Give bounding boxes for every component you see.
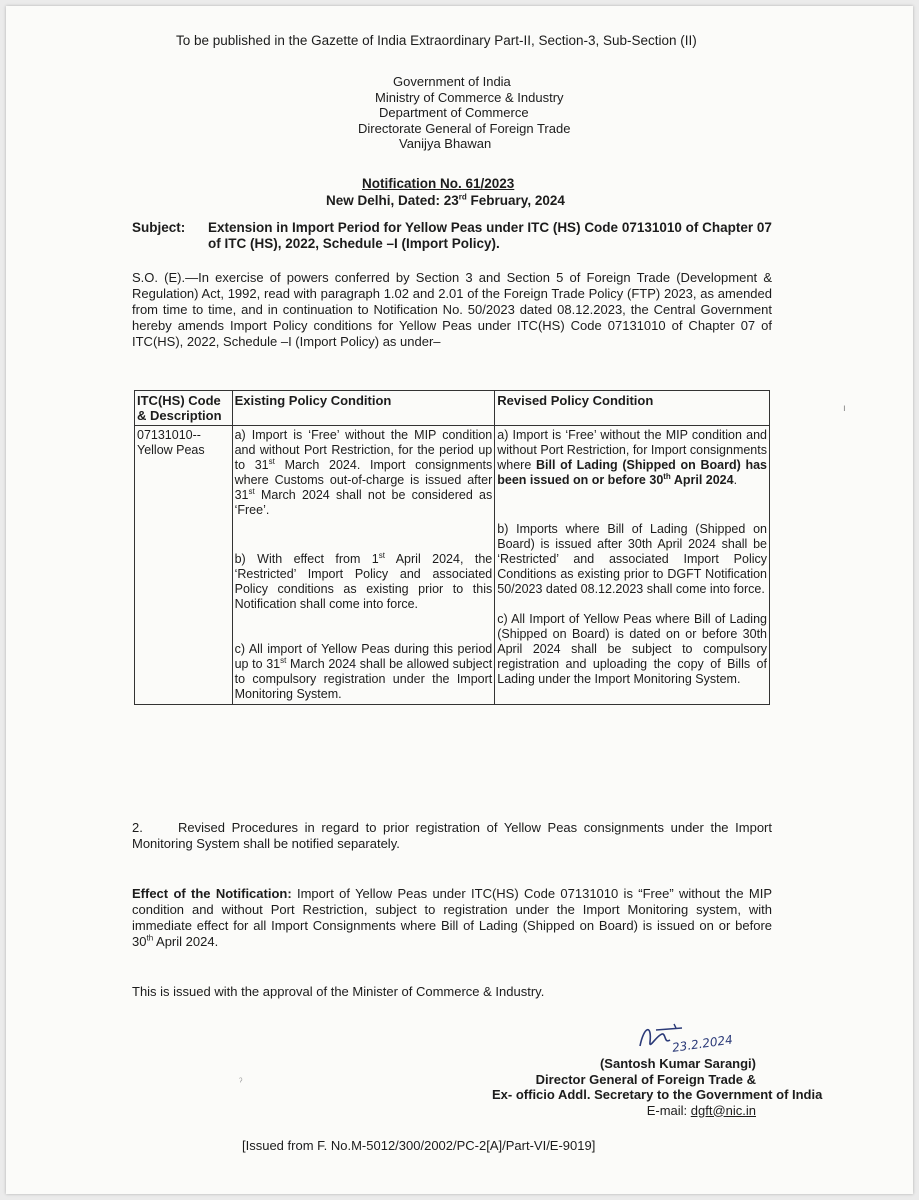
email-line: E-mail: dgft@nic.in [646, 1102, 756, 1118]
department-line: Department of Commerce [379, 105, 529, 120]
revised-condition-cell [495, 426, 770, 705]
date-prefix: New Delhi, Dated: 23 [326, 193, 459, 208]
email-link[interactable]: dgft@nic.in [690, 1102, 756, 1118]
header-existing: Existing Policy Condition [232, 391, 495, 426]
notification-date [326, 193, 565, 208]
preamble-paragraph: S.O. (E).—In exercise of powers conferred by Section 3 and Section 5 of Foreign Trade (Development & Regulation) Act, 1992, read with paragraph 1.02 and 2.01 of the Foreign Trade Policy (FTP) 2023, as amended from time to time, and in continuation to Notification No. 50/2023 dated 08.12.2023, the Central Government hereby amends Import Policy conditions for Yellow Peas under ITC(HS) Code 07131010 of Chapter 07 of ITC(HS), 2022, Schedule –I (Import Policy) as under– [132, 270, 772, 349]
date-suffix: February, 2024 [466, 193, 565, 208]
existing-clause-c: c) All import of Yellow Peas during this period up to 31st March 2024 shall be allowed subject to compulsory registration under the Import Monitoring System. [234, 642, 493, 701]
file-reference: [Issued from F. No.M-5012/300/2002/PC-2[A]/Part-VI/E-9019] [242, 1138, 596, 1153]
header-revised: Revised Policy Condition [495, 391, 770, 426]
building-line: Vanijya Bhawan [399, 136, 492, 151]
code-description-cell: 07131010-- Yellow Peas [135, 426, 233, 705]
subject-text: Extension in Import Period for Yellow Peas under ITC (HS) Code 07131010 of Chapter 07 of ITC (HS), 2022, Schedule –I (Import Policy). [208, 220, 772, 251]
signatory-block [492, 1056, 823, 1118]
gazette-line: To be published in the Gazette of India Extraordinary Part-II, Section-3, Sub-Section (II) [176, 33, 697, 48]
ministry-line: Ministry of Commerce & Industry [375, 89, 564, 105]
paragraph-2 [132, 820, 772, 852]
header-code: ITC(HS) Code & Description [135, 391, 233, 426]
paragraph-2-text: Revised Procedures in regard to prior registration of Yellow Peas consignments under the Import Monitoring System shall be notified separately. [132, 820, 772, 851]
existing-clause-b: b) With effect from 1st April 2024, the ‘Restricted’ Import Policy and associated Policy conditions as existing prior to this Notification shall come into force. [234, 550, 493, 611]
signatory-name: (Santosh Kumar Sarangi) [599, 1056, 756, 1071]
directorate-line: Directorate General of Foreign Trade [358, 120, 571, 136]
revised-clause-b: b) Imports where Bill of Lading (Shipped on Board) is issued after 30th April 2024 shall be ‘Restricted’ and associated Import Policy Conditions as existing prior to DGFT Notification 50/2023 dated 08.12.2023 shall come into force. [497, 522, 767, 596]
scan-mark: ı [843, 403, 846, 414]
policy-table [134, 390, 770, 705]
revised-clause-a: a) Import is ‘Free’ without the MIP condition and without Port Restriction, for Import consignments where Bill of Lading (Shipped on Board) has been issued on or before 30th April 2024. [497, 428, 767, 487]
issuing-authority [351, 74, 570, 152]
existing-clause-a: a) Import is ‘Free’ without the MIP condition and without Port Restriction, for the period up to 31st March 2024. Import consignments where Customs out-of-charge is issued after 31st March 2024 shall not be considered as ‘Free’. [234, 428, 493, 517]
date-sup: rd [458, 192, 467, 202]
scan-mark: ˀ [239, 1077, 243, 1088]
notification-number: Notification No. 61/2023 [362, 176, 515, 191]
document-page [6, 6, 913, 1194]
effect-paragraph: Effect of the Notification: Import of Yellow Peas under ITC(HS) Code 07131010 is “Free” without the MIP condition and without Port Restriction, subject to registration under the Import Monitoring system, with immediate effect for all Import Consignments where Bill of Lading (Shipped on Board) is issued on or before 30th April 2024. [132, 886, 772, 949]
table-row [135, 426, 770, 705]
signatory-title-2: Ex- officio Addl. Secretary to the Government of India [492, 1087, 823, 1102]
existing-condition-cell [232, 426, 495, 705]
subject-block [132, 220, 772, 252]
effect-label: Effect of the Notification: [132, 886, 292, 901]
revised-clause-c: c) All Import of Yellow Peas where Bill of Lading (Shipped on Board) is dated on or before 30th April 2024 shall be subject to compulsory registration and uploading the copy of Bills of Lading under the Import Monitoring System. [497, 612, 767, 686]
table-header-row [135, 391, 770, 426]
signatory-title-1: Director General of Foreign Trade & [535, 1071, 756, 1087]
approval-line: This is issued with the approval of the Minister of Commerce & Industry. [132, 984, 545, 999]
paragraph-number: 2. [132, 820, 143, 835]
handwritten-signature [626, 1016, 766, 1061]
government-line: Government of India [393, 74, 511, 89]
subject-label: Subject: [132, 220, 186, 235]
handwritten-date: 23.2.2024 [671, 1032, 734, 1055]
